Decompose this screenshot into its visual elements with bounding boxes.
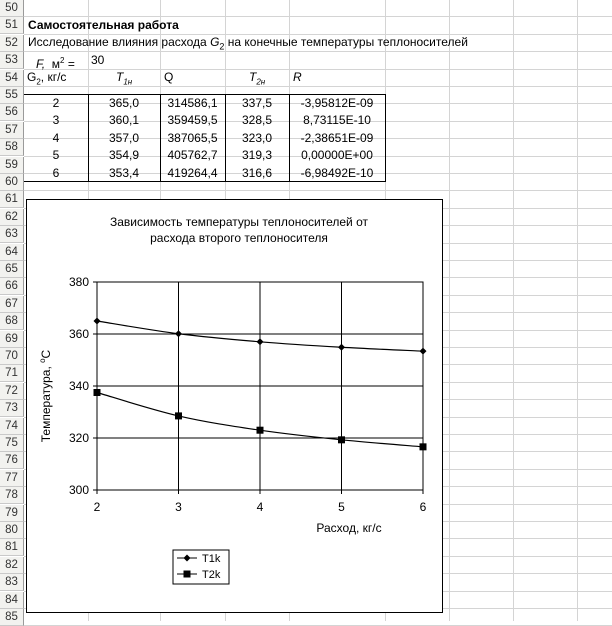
- cell-r[interactable]: -2,38651E-09: [300, 130, 374, 145]
- table-border: [289, 94, 290, 182]
- row-header[interactable]: 59: [0, 157, 24, 174]
- point-t2k[interactable]: [338, 436, 345, 443]
- header-t1-label: T: [116, 70, 124, 84]
- subtitle-var: G: [210, 35, 220, 49]
- sheet-subtitle[interactable]: [28, 34, 468, 51]
- row-header[interactable]: 76: [0, 452, 24, 469]
- cell-r[interactable]: -3,95812E-09: [300, 96, 374, 110]
- header-t2-label: T: [249, 70, 257, 84]
- x-tick-label: 5: [338, 500, 345, 514]
- x-tick-label: 3: [175, 500, 182, 514]
- legend-box: [173, 550, 229, 584]
- subtitle-text: Исследование влияния расхода: [28, 35, 211, 49]
- f-value-cell[interactable]: 30: [91, 53, 105, 67]
- row-header[interactable]: 82: [0, 557, 24, 574]
- table-border-bottom: [24, 181, 386, 182]
- row-header[interactable]: 79: [0, 505, 24, 522]
- subtitle-sub: 2: [219, 41, 225, 52]
- row-header[interactable]: 80: [0, 522, 24, 539]
- cell-q[interactable]: 405762,7: [167, 148, 218, 163]
- grid-row-line: [24, 86, 612, 87]
- point-t2k[interactable]: [94, 389, 101, 396]
- cell-r[interactable]: -6,98492E-10: [300, 165, 374, 180]
- row-header[interactable]: 81: [0, 539, 24, 556]
- header-g-label: G: [27, 70, 37, 84]
- header-g-unit: , кг/с: [40, 70, 67, 84]
- plot-area: [69, 275, 427, 514]
- cell-t2[interactable]: 316,6: [241, 165, 273, 180]
- x-axis-label: Расход, кг/с: [316, 521, 382, 535]
- header-t2-sub: 2н: [256, 77, 266, 87]
- row-header[interactable]: 85: [0, 609, 24, 626]
- cell-g[interactable]: 2: [52, 96, 60, 110]
- row-header[interactable]: 65: [0, 261, 24, 278]
- row-header[interactable]: 58: [0, 139, 24, 156]
- cell-r[interactable]: 8,73115E-10: [303, 113, 371, 128]
- header-g[interactable]: [27, 69, 66, 86]
- point-t2k[interactable]: [420, 443, 427, 450]
- header-t1-sub: 1н: [123, 77, 133, 87]
- y-axis-label-sup: о: [38, 358, 47, 363]
- row-header[interactable]: 56: [0, 104, 24, 121]
- cell-r[interactable]: 0,00000E+00: [301, 148, 373, 163]
- table-border: [225, 94, 226, 182]
- row-header[interactable]: 67: [0, 296, 24, 313]
- row-header[interactable]: 72: [0, 383, 24, 400]
- y-axis-label: [38, 349, 53, 442]
- table-border: [160, 94, 161, 182]
- table-border-top: [24, 94, 386, 95]
- y-tick-label: 360: [68, 327, 89, 341]
- row-header[interactable]: 70: [0, 348, 24, 365]
- row-header[interactable]: 51: [0, 17, 24, 34]
- table-border-right: [385, 94, 386, 182]
- row-header[interactable]: 84: [0, 592, 24, 609]
- row-header[interactable]: 52: [0, 35, 24, 52]
- line-chart: [27, 200, 442, 612]
- header-t1[interactable]: [116, 69, 132, 86]
- row-header[interactable]: 63: [0, 226, 24, 243]
- cell-q[interactable]: 387065,5: [167, 130, 218, 145]
- f-unit-sup: 2: [60, 56, 65, 65]
- y-tick-label: 300: [68, 483, 89, 497]
- row-header[interactable]: 62: [0, 209, 24, 226]
- row-header[interactable]: 57: [0, 122, 24, 139]
- cell-g[interactable]: 5: [52, 148, 60, 163]
- point-t1k[interactable]: [257, 338, 264, 345]
- row-header[interactable]: 54: [0, 70, 24, 87]
- chart-title-line2: расхода второго теплоносителя: [150, 231, 328, 245]
- y-tick-label: 380: [68, 275, 89, 289]
- grid-col-line: [449, 0, 450, 621]
- row-header[interactable]: 55: [0, 87, 24, 104]
- cell-g[interactable]: 3: [52, 113, 60, 128]
- cell-t1[interactable]: 360,1: [108, 113, 140, 128]
- cell-g[interactable]: 6: [52, 165, 60, 180]
- y-tick-label: 320: [68, 431, 89, 445]
- row-header[interactable]: 50: [0, 0, 24, 17]
- row-header[interactable]: 61: [0, 191, 24, 208]
- row-header[interactable]: 73: [0, 400, 24, 417]
- sheet-title[interactable]: Самостоятельная работа: [28, 18, 179, 32]
- cell-t1[interactable]: 354,9: [108, 148, 140, 163]
- row-header[interactable]: 64: [0, 244, 24, 261]
- point-t2k[interactable]: [175, 412, 182, 419]
- grid-row-line: [24, 190, 612, 191]
- chart-area[interactable]: [26, 199, 443, 613]
- row-header[interactable]: 53: [0, 52, 24, 69]
- header-t2[interactable]: [249, 69, 265, 86]
- point-t1k[interactable]: [175, 330, 182, 337]
- row-header[interactable]: 66: [0, 278, 24, 295]
- cell-t1[interactable]: 353,4: [108, 165, 140, 180]
- cell-q[interactable]: 314586,1: [167, 96, 218, 110]
- header-r[interactable]: R: [293, 70, 302, 84]
- x-tick-label: 4: [256, 500, 264, 514]
- f-eq: =: [64, 57, 75, 71]
- row-header[interactable]: 68: [0, 313, 24, 330]
- y-tick-label: 340: [68, 379, 89, 393]
- grid-col-line: [577, 0, 578, 621]
- cell-t2[interactable]: 337,5: [241, 96, 273, 110]
- row-header[interactable]: 69: [0, 331, 24, 348]
- table-border: [88, 94, 89, 182]
- point-t1k[interactable]: [338, 344, 345, 351]
- legend-square-marker: [184, 571, 191, 578]
- f-unit: м: [51, 57, 61, 71]
- grid-row-line: [24, 51, 612, 52]
- legend-label-t1k: T1k: [202, 553, 221, 565]
- point-t2k[interactable]: [257, 427, 264, 434]
- cell-t2[interactable]: 319,3: [241, 148, 273, 163]
- x-tick-label: 6: [419, 500, 427, 514]
- grid-col-line: [513, 0, 514, 621]
- header-g-sub: 2: [36, 77, 41, 87]
- row-header[interactable]: 75: [0, 435, 24, 452]
- point-t1k[interactable]: [94, 318, 101, 325]
- row-header[interactable]: 71: [0, 365, 24, 382]
- row-header[interactable]: 83: [0, 574, 24, 591]
- cell-q[interactable]: 419264,4: [167, 165, 218, 180]
- header-q[interactable]: Q: [164, 70, 174, 84]
- y-axis-label-text: Температура,: [39, 362, 53, 443]
- cell-t2[interactable]: 323,0: [241, 130, 273, 145]
- row-header[interactable]: 60: [0, 174, 24, 191]
- row-header[interactable]: 77: [0, 470, 24, 487]
- cell-t2[interactable]: 328,5: [241, 113, 273, 128]
- point-t1k[interactable]: [420, 348, 427, 355]
- row-header[interactable]: 78: [0, 487, 24, 504]
- y-axis-label-unit: С: [39, 349, 53, 359]
- cell-q[interactable]: 359459,5: [167, 113, 218, 128]
- grid-row-line: [24, 69, 612, 70]
- f-label: F,: [36, 57, 46, 71]
- chart-title-line1: Зависимость температуры теплоносителей от: [110, 215, 368, 229]
- chart-legend[interactable]: [173, 550, 229, 584]
- row-header[interactable]: 74: [0, 418, 24, 435]
- f-label-cell[interactable]: [36, 52, 75, 69]
- cell-g[interactable]: 4: [52, 130, 60, 145]
- subtitle-text-end: на конечные температуры теплоносителей: [224, 35, 468, 49]
- cell-t1[interactable]: 357,0: [108, 130, 140, 145]
- x-tick-label: 2: [93, 500, 101, 514]
- legend-label-t2k: T2k: [202, 569, 221, 581]
- cell-t1[interactable]: 365,0: [108, 96, 140, 110]
